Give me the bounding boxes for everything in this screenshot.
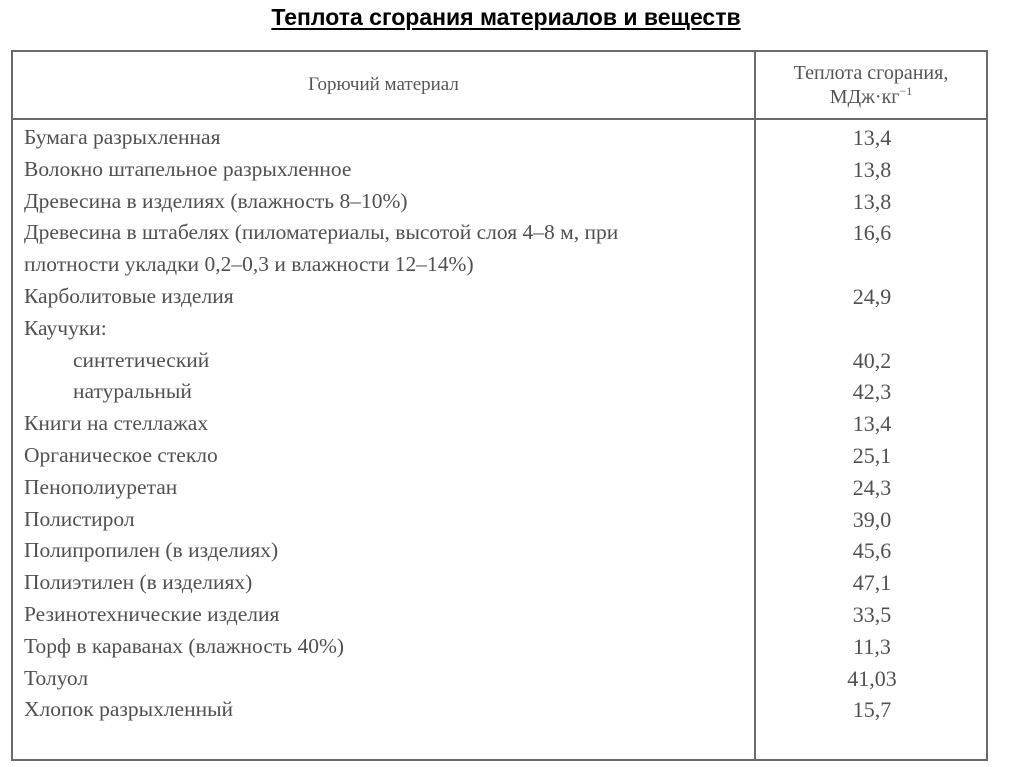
page-title: Теплота сгорания материалов и веществ (271, 4, 741, 30)
material-name: натуральный (73, 379, 192, 404)
table-row (13, 535, 986, 567)
heat-value: 40,2 (852, 347, 892, 373)
material-name: Хлопок разрыхленный (24, 697, 234, 722)
header-heat-label: Теплота сгорания, (793, 62, 949, 84)
heat-of-combustion-table (11, 50, 988, 761)
heat-value: 13,8 (852, 188, 892, 214)
material-name: Органическое стекло (24, 442, 218, 467)
material-name: Полиэтилен (в изделиях) (24, 570, 253, 595)
heat-value: 41,03 (847, 665, 897, 691)
heat-value: 47,1 (852, 570, 892, 596)
heat-value: 33,5 (852, 601, 892, 627)
material-name: Каучуки: (24, 315, 107, 340)
heat-value: 45,6 (852, 538, 892, 564)
material-name: Полистирол (24, 506, 135, 531)
table-row (13, 440, 986, 472)
table-row (13, 376, 986, 408)
heat-value: 25,1 (852, 442, 892, 468)
table-body (13, 122, 986, 726)
material-name: синтетический (73, 347, 210, 372)
header-heat-value (756, 52, 986, 118)
heat-value: 24,3 (852, 474, 892, 500)
heat-value: 13,8 (852, 156, 892, 182)
material-name: Пенополиуретан (24, 474, 178, 499)
heat-value: 16,6 (852, 220, 892, 246)
heat-value: 13,4 (852, 411, 892, 437)
table-row (13, 631, 986, 663)
material-name: Полипропилен (в изделиях) (24, 538, 279, 563)
material-name: Толуол (24, 665, 89, 690)
table-row (13, 186, 986, 218)
table-row (13, 217, 986, 281)
material-name: Резинотехнические изделия (24, 601, 280, 626)
material-name: Торф в караванах (влажность 40%) (24, 633, 345, 658)
table-row (13, 567, 986, 599)
heat-value: 15,7 (852, 697, 892, 723)
table-row (13, 122, 986, 154)
heat-value: 13,4 (852, 125, 892, 150)
table-header (13, 52, 986, 120)
heat-value: 24,9 (852, 283, 892, 309)
table-row (13, 504, 986, 536)
material-name: Волокно штапельное разрыхленное (24, 156, 352, 181)
table-row (13, 694, 986, 726)
table-row (13, 663, 986, 695)
heat-value: 42,3 (852, 379, 892, 405)
table-row (13, 313, 986, 345)
header-material: Горючий материал (308, 74, 459, 95)
material-name: Карболитовые изделия (24, 283, 234, 308)
material-name: Древесина в штабелях (пиломатериалы, высотой слоя 4–8 м, при плотности укладки 0,2–0,3 и влажности 12–14%) (24, 220, 619, 277)
table-row (13, 281, 986, 313)
heat-value (754, 313, 984, 345)
heat-value: 39,0 (852, 506, 892, 532)
material-name: Бумага разрыхленная (24, 125, 221, 149)
table-row (13, 154, 986, 186)
table-row (13, 472, 986, 504)
table-row (13, 408, 986, 440)
material-name: Книги на стеллажах (24, 411, 209, 436)
heat-value: 11,3 (853, 633, 891, 659)
unit-exponent: −1 (899, 84, 913, 98)
table-row (13, 345, 986, 377)
material-name: Древесина в изделиях (влажность 8–10%) (24, 188, 408, 213)
header-heat-unit: $МДж\cdot кг^{-1}$ (829, 84, 913, 108)
table-row (13, 599, 986, 631)
